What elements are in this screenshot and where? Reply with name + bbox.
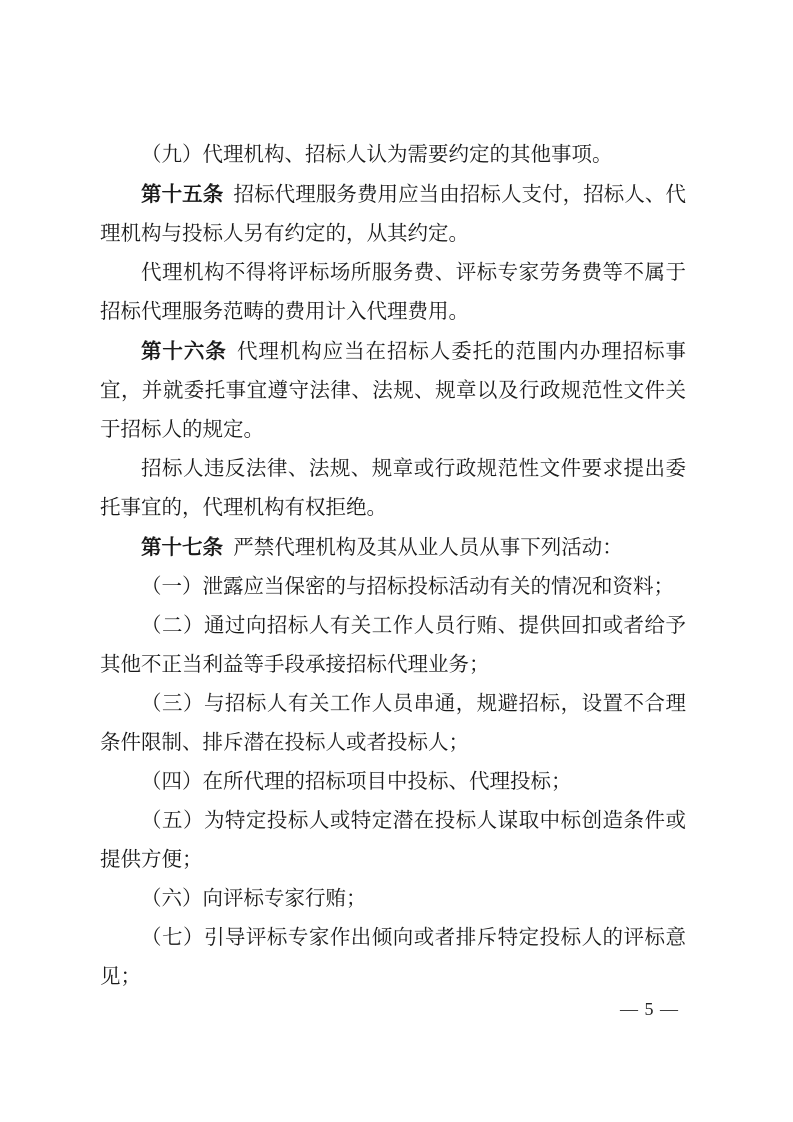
paragraph-text: （九）代理机构、招标人认为需要约定的其他事项。 [141, 144, 613, 166]
paragraph [100, 685, 686, 763]
paragraph [100, 607, 686, 685]
paragraph-text: 严禁代理机构及其从业人员从事下列活动： [233, 537, 623, 559]
paragraph [100, 332, 686, 450]
paragraph-text: 招标人违反法律、法规、规章或行政规范性文件要求提出委托事宜的，代理机构有权拒绝。 [100, 458, 686, 519]
paragraph-text: （六）向评标专家行贿； [141, 888, 367, 910]
paragraph [100, 568, 686, 607]
paragraph [100, 136, 686, 175]
paragraph [100, 254, 686, 332]
paragraph-text: （四）在所代理的招标项目中投标、代理投标； [141, 771, 572, 793]
paragraph-text: （一）泄露应当保密的与招标投标活动有关的情况和资料； [141, 576, 674, 598]
paragraph [100, 528, 686, 568]
paragraph [100, 763, 686, 802]
article-number: 第十六条 [141, 340, 227, 363]
paragraph [100, 880, 686, 919]
paragraph [100, 450, 686, 528]
paragraph-text: 代理机构应当在招标人委托的范围内办理招标事宜，并就委托事宜遵守法律、法规、规章以及行政规范性文件关于招标人的规定。 [100, 341, 687, 441]
paragraph [100, 175, 686, 254]
paragraph-text: （三）与招标人有关工作人员串通，规避招标，设置不合理条件限制、排斥潜在投标人或者投标人； [100, 693, 686, 754]
article-number: 第十七条 [141, 536, 223, 559]
paragraph-text: （五）为特定投标人或特定潜在投标人谋取中标创造条件或提供方便； [100, 810, 686, 871]
document-body [100, 136, 686, 997]
paragraph [100, 919, 686, 997]
paragraph [100, 802, 686, 880]
article-number: 第十五条 [141, 183, 224, 206]
paragraph-text: （七）引导评标专家作出倾向或者排斥特定投标人的评标意见； [100, 927, 686, 988]
page-number: — 5 — [620, 999, 679, 1019]
paragraph-text: 招标代理服务费用应当由招标人支付，招标人、代理机构与投标人另有约定的，从其约定。 [100, 184, 686, 245]
paragraph-text: （二）通过向招标人有关工作人员行贿、提供回扣或者给予其他不正当利益等手段承接招标代理业务； [100, 615, 686, 676]
paragraph-text: 代理机构不得将评标场所服务费、评标专家劳务费等不属于招标代理服务范畴的费用计入代理费用。 [100, 262, 686, 323]
